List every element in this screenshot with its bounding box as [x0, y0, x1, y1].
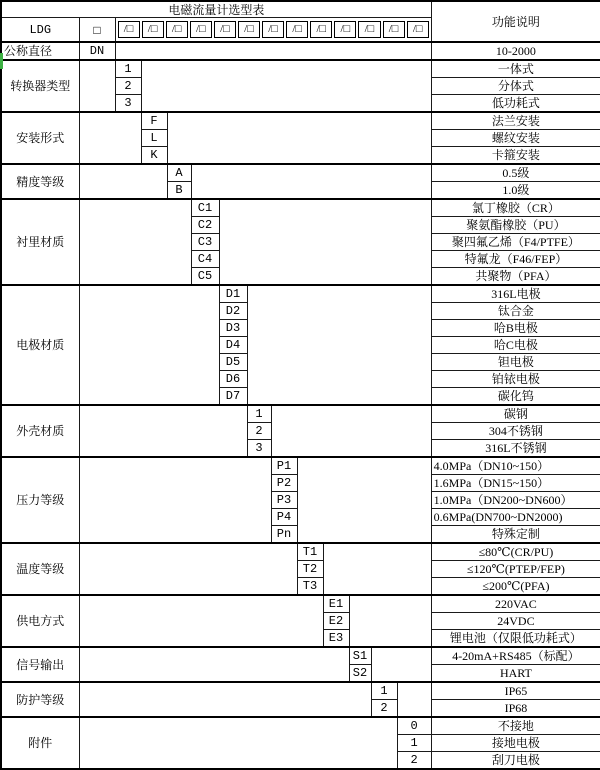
- group-signal-output: [1, 647, 600, 682]
- option-code: 2: [115, 78, 141, 95]
- option-code: B: [167, 182, 191, 200]
- option-desc: ≤120℃(PTEP/FEP): [431, 561, 600, 578]
- group-nominal-diameter: [1, 42, 600, 60]
- option-code: 1: [397, 735, 431, 752]
- option-code: D5: [219, 354, 247, 371]
- group-label: 安装形式: [1, 112, 79, 164]
- empty-cell: [79, 457, 271, 543]
- group-label: 转换器类型: [1, 60, 79, 112]
- option-code: D2: [219, 303, 247, 320]
- option-desc: IP68: [431, 700, 600, 718]
- option-desc: 24VDC: [431, 613, 600, 630]
- option-code: T3: [297, 578, 323, 596]
- option-desc: 304不锈钢: [431, 423, 600, 440]
- option-desc: 4.0MPa（DN10~150）: [431, 457, 600, 475]
- group-liner-material: [1, 199, 600, 285]
- option-desc: 1.0MPa（DN200~DN600）: [431, 492, 600, 509]
- option-desc: 聚四氟乙烯（F4/PTFE）: [431, 234, 600, 251]
- code-slot: /□: [142, 21, 164, 38]
- group-housing-material: [1, 405, 600, 457]
- empty-cell: [79, 112, 141, 164]
- table-title: 电磁流量计选型表: [1, 1, 431, 18]
- option-desc: 碳化钨: [431, 388, 600, 406]
- group-label: 衬里材质: [1, 199, 79, 285]
- option-desc: 特殊定制: [431, 526, 600, 544]
- option-desc: ≤200℃(PFA): [431, 578, 600, 596]
- option-code: F: [141, 112, 167, 130]
- empty-cell: [79, 60, 115, 112]
- option-code: E1: [323, 595, 349, 613]
- group-label: 供电方式: [1, 595, 79, 647]
- empty-cell: [141, 60, 431, 112]
- group-converter-type: [1, 60, 600, 112]
- empty-cell: [371, 647, 431, 682]
- option-desc: 卡箍安装: [431, 147, 600, 165]
- option-code: D3: [219, 320, 247, 337]
- group-accuracy-class: [1, 164, 600, 199]
- option-code: E2: [323, 613, 349, 630]
- code-slot: /□: [358, 21, 380, 38]
- empty-cell: [79, 405, 247, 457]
- code-slot: /□: [383, 21, 405, 38]
- option-desc: 锂电池（仅限低功耗式）: [431, 630, 600, 648]
- code-slot: /□: [310, 21, 332, 38]
- group-label: 电极材质: [1, 285, 79, 405]
- option-desc: 低功耗式: [431, 95, 600, 113]
- group-accessories: [1, 717, 600, 769]
- empty-cell: [191, 164, 431, 199]
- option-code: 1: [247, 405, 271, 423]
- empty-cell: [349, 595, 431, 647]
- option-desc: IP65: [431, 682, 600, 700]
- option-desc: 10-2000: [431, 42, 600, 60]
- green-edge-artifact: [0, 53, 3, 69]
- option-desc: 0.5级: [431, 164, 600, 182]
- function-column-header: 功能说明: [431, 1, 600, 42]
- option-desc: 钛合金: [431, 303, 600, 320]
- group-temperature-rating: [1, 543, 600, 595]
- option-desc: 共聚物（PFA）: [431, 268, 600, 286]
- empty-cell: [79, 164, 167, 199]
- option-desc: 哈B电极: [431, 320, 600, 337]
- model-prefix: LDG: [1, 18, 79, 43]
- option-desc: 1.0级: [431, 182, 600, 200]
- option-code: 1: [371, 682, 397, 700]
- group-label: 公称直径: [1, 42, 79, 60]
- empty-cell: [115, 42, 431, 60]
- option-code: 1: [115, 60, 141, 78]
- option-desc: 铂铱电极: [431, 371, 600, 388]
- code-slot: /□: [166, 21, 188, 38]
- option-desc: 316L不锈钢: [431, 440, 600, 458]
- option-code: C3: [191, 234, 219, 251]
- code-slot: /□: [190, 21, 212, 38]
- group-pressure-rating: [1, 457, 600, 543]
- option-code: C5: [191, 268, 219, 286]
- code-slot-first: □: [79, 18, 115, 43]
- option-desc: HART: [431, 665, 600, 683]
- group-label: 精度等级: [1, 164, 79, 199]
- empty-cell: [79, 595, 323, 647]
- option-code: D4: [219, 337, 247, 354]
- group-protection-rating: [1, 682, 600, 717]
- option-code: 2: [397, 752, 431, 770]
- option-code: S1: [349, 647, 371, 665]
- option-desc: 钽电极: [431, 354, 600, 371]
- option-desc: 316L电极: [431, 285, 600, 303]
- empty-cell: [247, 285, 431, 405]
- option-desc: 碳钢: [431, 405, 600, 423]
- empty-cell: [79, 199, 191, 285]
- empty-cell: [167, 112, 431, 164]
- option-desc: 刮刀电极: [431, 752, 600, 770]
- group-label: 防护等级: [1, 682, 79, 717]
- option-code: C2: [191, 217, 219, 234]
- option-code: 3: [115, 95, 141, 113]
- group-power-supply: [1, 595, 600, 647]
- option-code: K: [141, 147, 167, 165]
- option-desc: 220VAC: [431, 595, 600, 613]
- option-code: L: [141, 130, 167, 147]
- code-slot: /□: [118, 21, 140, 38]
- empty-cell: [271, 405, 431, 457]
- option-desc: 1.6MPa（DN15~150）: [431, 475, 600, 492]
- option-code: P4: [271, 509, 297, 526]
- code-slot: /□: [334, 21, 356, 38]
- option-code: S2: [349, 665, 371, 683]
- option-code: E3: [323, 630, 349, 648]
- code-slot: /□: [286, 21, 308, 38]
- option-code: P1: [271, 457, 297, 475]
- group-electrode-material: [1, 285, 600, 405]
- option-code: T2: [297, 561, 323, 578]
- option-code: A: [167, 164, 191, 182]
- option-code: 2: [371, 700, 397, 718]
- empty-cell: [79, 543, 297, 595]
- option-desc: 螺纹安装: [431, 130, 600, 147]
- empty-cell: [79, 682, 371, 717]
- option-desc: 氯丁橡胶（CR）: [431, 199, 600, 217]
- option-desc: 分体式: [431, 78, 600, 95]
- option-code: P2: [271, 475, 297, 492]
- code-slot: /□: [262, 21, 284, 38]
- option-code: 2: [247, 423, 271, 440]
- code-slot: /□: [238, 21, 260, 38]
- group-label: 压力等级: [1, 457, 79, 543]
- option-code: C1: [191, 199, 219, 217]
- option-code: 3: [247, 440, 271, 458]
- empty-cell: [297, 457, 431, 543]
- code-slot: /□: [214, 21, 236, 38]
- group-label: 外壳材质: [1, 405, 79, 457]
- group-label: 温度等级: [1, 543, 79, 595]
- option-desc: 不接地: [431, 717, 600, 735]
- option-code: D7: [219, 388, 247, 406]
- empty-cell: [79, 285, 219, 405]
- option-code: D1: [219, 285, 247, 303]
- option-code: D6: [219, 371, 247, 388]
- empty-cell: [79, 717, 397, 769]
- header-section: [1, 1, 600, 42]
- option-code: C4: [191, 251, 219, 268]
- empty-cell: [219, 199, 431, 285]
- group-installation-type: [1, 112, 600, 164]
- option-desc: 哈C电极: [431, 337, 600, 354]
- option-desc: 法兰安装: [431, 112, 600, 130]
- option-desc: 特氟龙（F46/FEP）: [431, 251, 600, 268]
- option-code: T1: [297, 543, 323, 561]
- option-desc: 聚氨酯橡胶（PU）: [431, 217, 600, 234]
- option-desc: 一体式: [431, 60, 600, 78]
- option-code: DN: [79, 42, 115, 60]
- group-label: 信号输出: [1, 647, 79, 682]
- option-desc: 0.6MPa(DN700~DN2000): [431, 509, 600, 526]
- option-code: P3: [271, 492, 297, 509]
- option-code: 0: [397, 717, 431, 735]
- empty-cell: [323, 543, 431, 595]
- option-desc: ≤80℃(CR/PU): [431, 543, 600, 561]
- empty-cell: [79, 647, 349, 682]
- option-code: Pn: [271, 526, 297, 544]
- option-desc: 接地电极: [431, 735, 600, 752]
- option-desc: 4-20mA+RS485（标配）: [431, 647, 600, 665]
- code-slot-row: [115, 18, 431, 43]
- empty-cell: [397, 682, 431, 717]
- group-label: 附件: [1, 717, 79, 769]
- code-slot: /□: [407, 21, 429, 38]
